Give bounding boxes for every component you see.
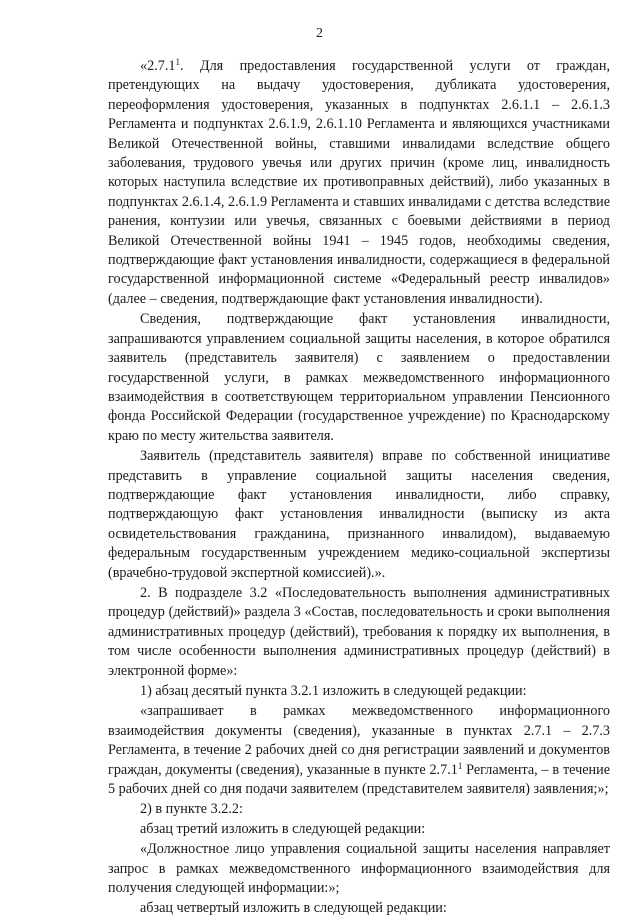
paragraph-2-7-1: [108, 57, 610, 309]
page-number: 2: [316, 26, 323, 41]
document-body: [108, 57, 610, 919]
paragraph-third-abzac: абзац третий изложить в следующей редакции:: [140, 820, 426, 837]
paragraph-request-wording: [108, 702, 610, 799]
superscript-note: 1: [175, 57, 180, 67]
paragraph-subsection-3-2: 2. В подразделе 3.2 «Последовательность выполнения административных процедур (действий)» раздела 3 «Состав, последовательность и сроки выполнения административных процедур (действий), требования к порядку их выполнения, в том числе особенности выполнения административных процедур (действий) в электронной форме»:: [108, 584, 610, 679]
paragraph-applicant-right: Заявитель (представитель заявителя) вправе по собственной инициативе представить в управление социальной защиты населения сведения, подтверждающие факт установления инвалидности, либо справку, подтверждающую факт установления инвалидности (выписку из акта освидетельствования гражданина, признанного инвалидом), выдаваемую федеральным государственным учреждением медико-социальной экспертизы (врачебно-трудовой экспертной комиссией).».: [108, 448, 610, 581]
paragraph-text: Регламента, – в течение 5 рабочих дней со дня подачи заявителем (представителем заявителя) заявления;»;: [108, 761, 610, 798]
paragraph-official-request: «Должностное лицо управления социальной защиты населения направляет запрос в рамках межведомственного информационного взаимодействия для получения следующей информации:»;: [108, 841, 610, 897]
paragraph-fourth-abzac: абзац четвертый изложить в следующей редакции:: [140, 900, 447, 917]
paragraph-lead: «2.7.1: [140, 58, 176, 74]
paragraph-text: «запрашивает в рамках межведомственного информационного взаимодействия документы (сведения), указанные в пунктах 2.7.1 – 2.7.3 Регламента, в течение 2 рабочих дней со дня регистрации заявлений и документов граждан, документы (сведения), указанные в пункте 2.7.1: [108, 703, 610, 778]
paragraph-disability-info-request: Сведения, подтверждающие факт установления инвалидности, запрашиваются управлением социальной защиты населения, в которое обратился заявитель (представитель заявителя) с заявлением о предоставлении государственной услуги, в рамках межведомственного информационного взаимодействия в соответствующем территориальном управлении Пенсионного фонда Российской Федерации (государственное учреждение) по Краснодарскому краю по месту жительства заявителя.: [108, 311, 610, 444]
paragraph-text: . Для предоставления государственной услуги от граждан, претендующих на выдачу удостоверения, дубликата удостоверения, переоформления удостоверения, указанных в подпунктах 2.6.1.1 – 2.6.1.3 Регламента и подпунктах 2.6.1.9, 2.6.1.10 Регламента и являющихся участниками Великой Отечественной войны, ставшими инвалидами вследствие общего заболевания, трудового увечья или других причин (кроме лиц, инвалидность которых наступила вследствие их противоправных действий), либо указанных в подпунктах 2.6.1.4, 2.6.1.9 Регламента и ставших инвалидами с детства вследствие ранения, контузии или увечья, связанных с боевыми действиями в период Великой Отечественной войны 1941 – 1945 годов, необходимы сведения, подтверждающие факт установления инвалидности, содержащиеся в федеральной государственной информационной системе «Федеральный реестр инвалидов» (далее – сведения, подтверждающие факт установления инвалидности).: [108, 58, 610, 307]
superscript-note: 1: [457, 760, 463, 771]
paragraph-item-2: 2) в пункте 3.2.2:: [140, 801, 243, 818]
paragraph-item-1: 1) абзац десятый пункта 3.2.1 изложить в следующей редакции:: [140, 683, 527, 699]
